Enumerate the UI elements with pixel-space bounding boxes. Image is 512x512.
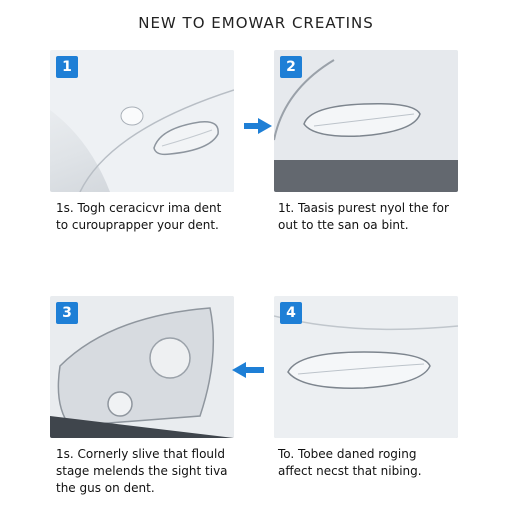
caption-line: To. Tobee daned roging bbox=[278, 447, 417, 461]
dent-mark bbox=[121, 107, 143, 125]
step-badge: 3 bbox=[56, 302, 78, 324]
step-4-caption bbox=[278, 446, 468, 480]
arrow-right-icon bbox=[244, 118, 272, 134]
step-4-image bbox=[274, 296, 458, 438]
caption-line: 1t. Taasis purest nyol the for bbox=[278, 201, 449, 215]
arrow-left-icon bbox=[232, 362, 264, 378]
caption-line: the gus on dent. bbox=[56, 481, 155, 495]
step-2-image bbox=[274, 50, 458, 192]
caption-line: 1s. Cornerly slive that flould bbox=[56, 447, 225, 461]
step-badge: 4 bbox=[280, 302, 302, 324]
caption-line: 1s. Togh ceracicvr ima dent bbox=[56, 201, 222, 215]
caption-line: affect necst that nibing. bbox=[278, 464, 422, 478]
step-badge: 2 bbox=[280, 56, 302, 78]
caption-line: stage melends the sight tiva bbox=[56, 464, 228, 478]
fog-lamp bbox=[108, 392, 132, 416]
step-badge: 1 bbox=[56, 56, 78, 78]
caption-line: out to tte san oa bint. bbox=[278, 218, 409, 232]
step-3-caption bbox=[56, 446, 246, 497]
headlight-lens bbox=[150, 338, 190, 378]
step-2-caption bbox=[278, 200, 468, 234]
caption-line: to curouprapper your dent. bbox=[56, 218, 219, 232]
page-title: NEW TO EMOWAR CREATINS bbox=[138, 14, 374, 32]
step-3-image bbox=[50, 296, 234, 438]
step-1-caption bbox=[56, 200, 246, 234]
step-1-image bbox=[50, 50, 234, 192]
